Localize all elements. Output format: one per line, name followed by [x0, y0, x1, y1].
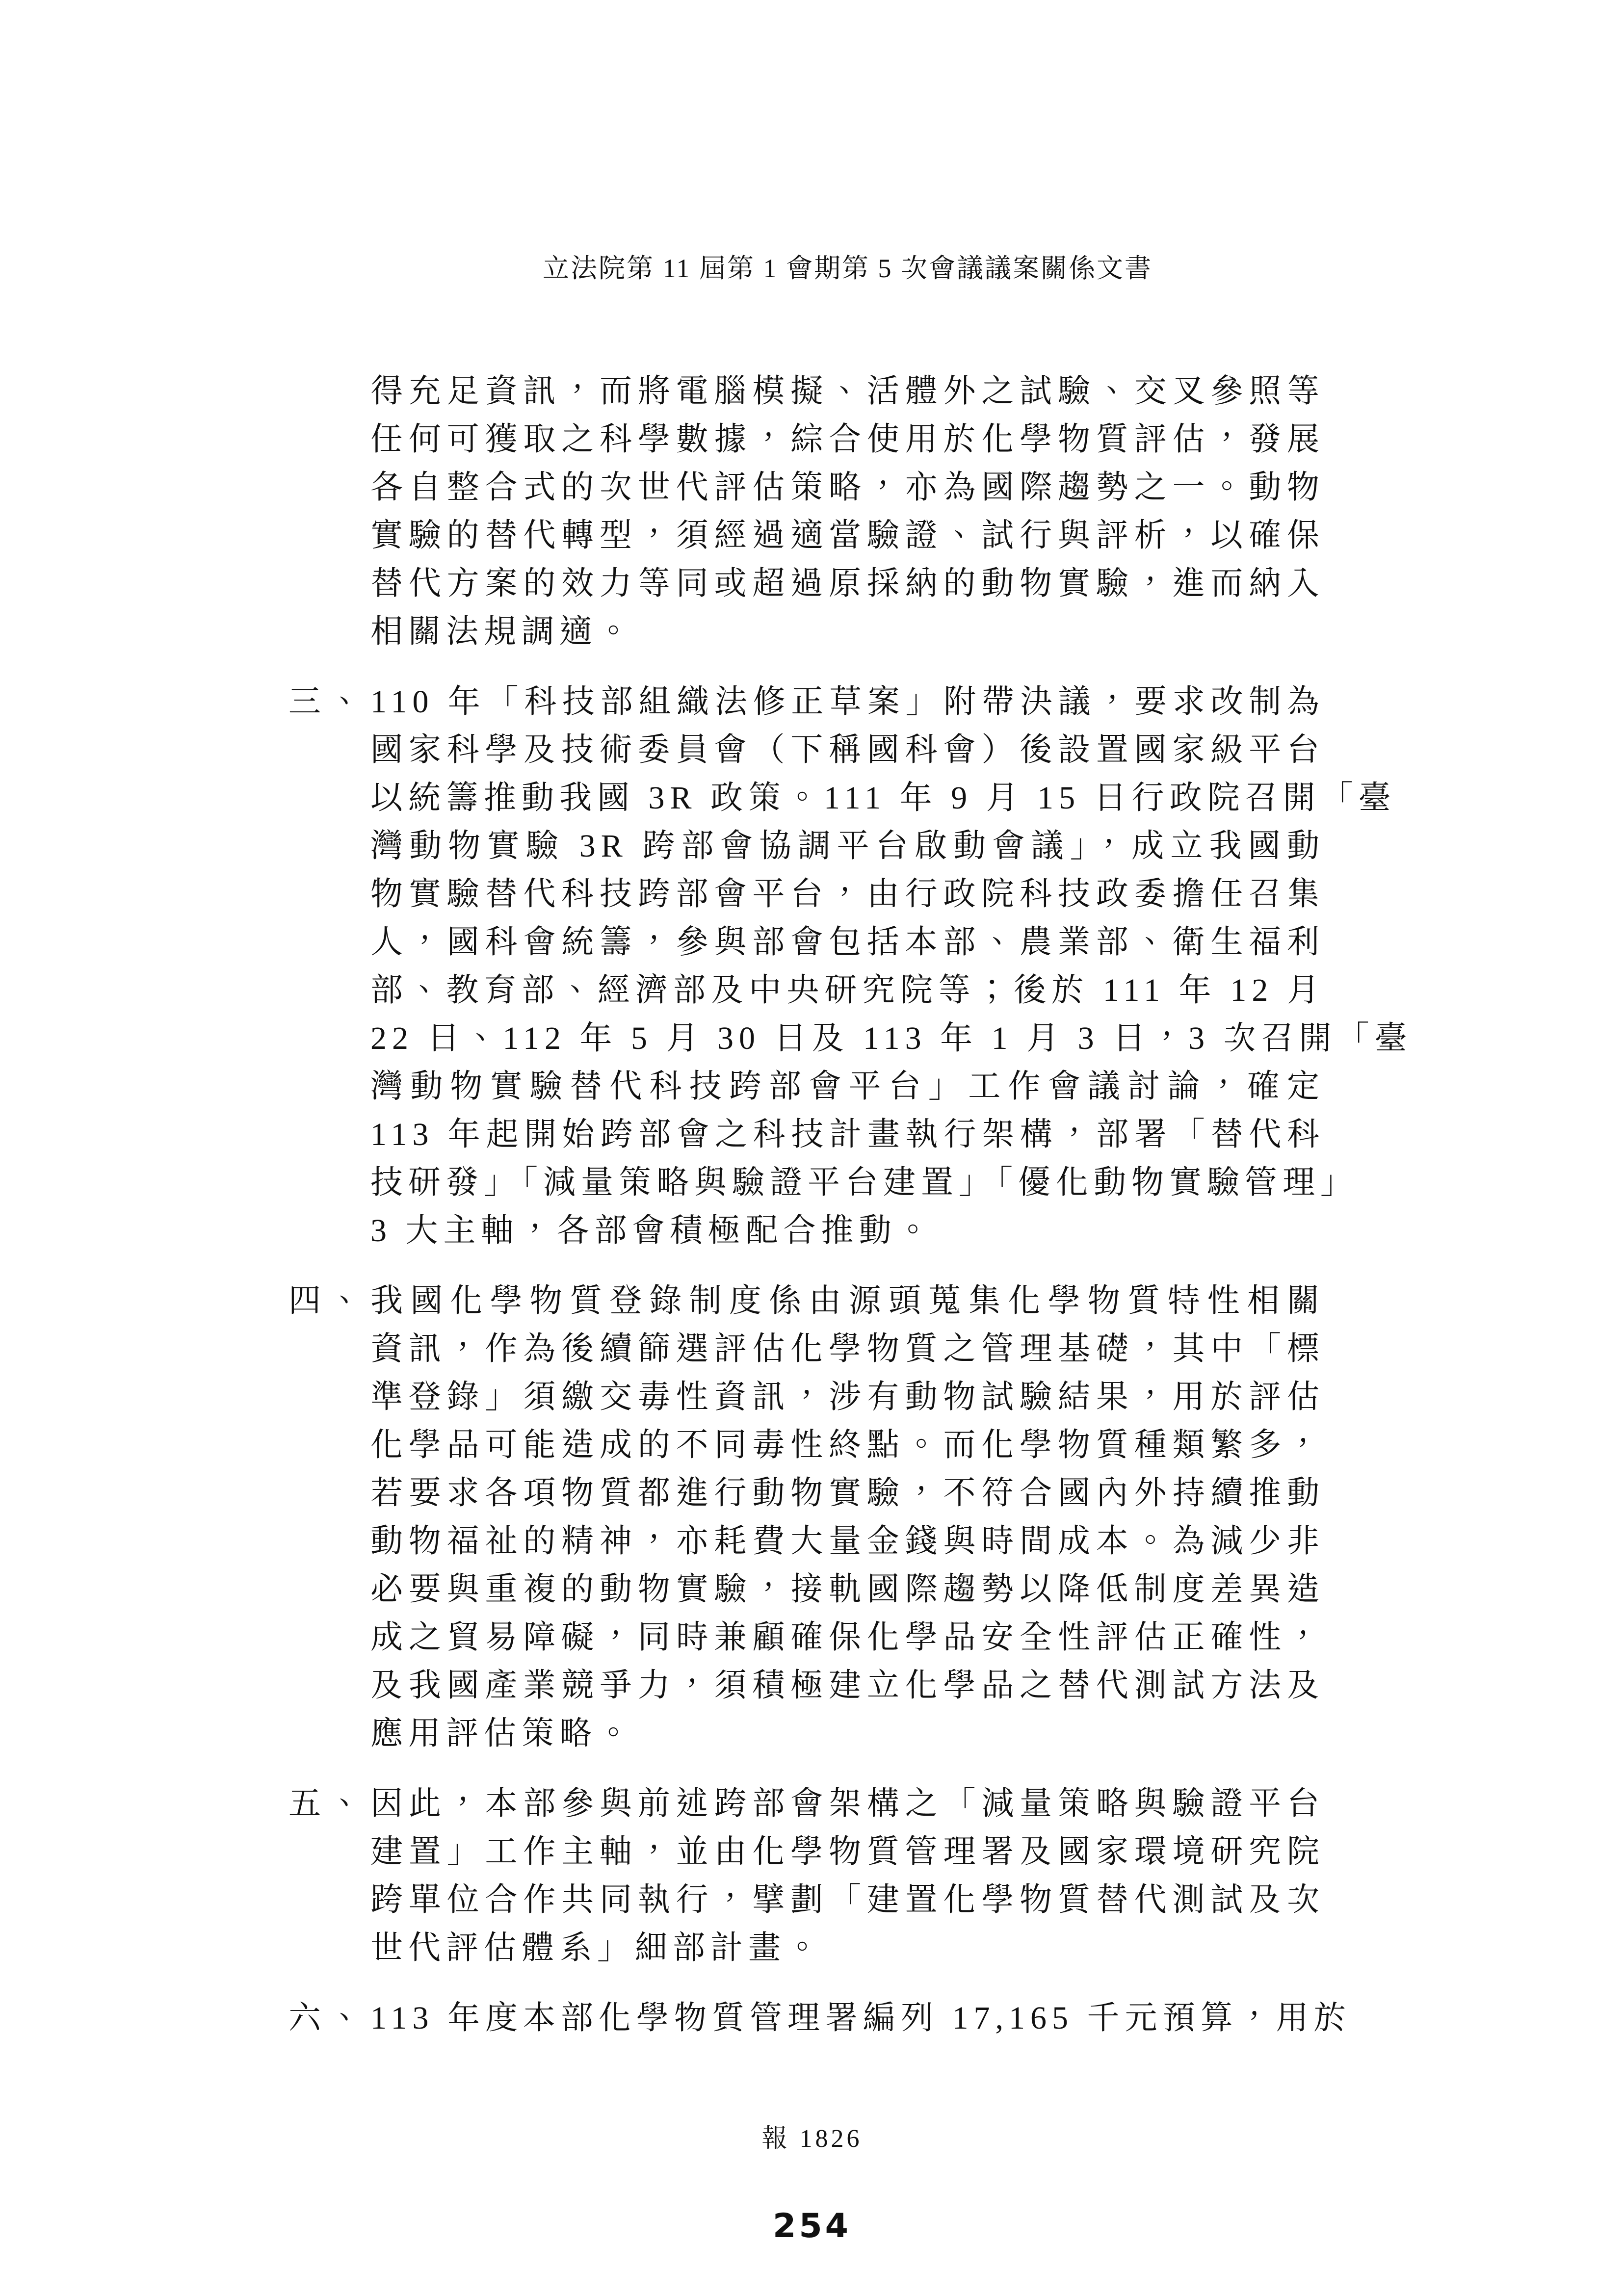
text-line: 人，國科會統籌，參與部會包括本部、農業部、衛生福利	[370, 924, 1325, 960]
text-line: 22 日、112 年 5 月 30 日及 113 年 1 月 3 日，3 次召開「臺	[370, 1020, 1413, 1056]
document-body	[288, 367, 1413, 2064]
text-line: 3 大主軸，各部會積極配合推動。	[370, 1213, 935, 1249]
list-item-label: 四、	[288, 1283, 369, 1319]
text-line: 113 年起開始跨部會之科技計畫執行架構，部署「替代科	[370, 1117, 1325, 1152]
text-line: 應用評估策略。	[370, 1716, 635, 1751]
paragraph	[288, 1277, 1325, 1758]
paragraph-lines	[370, 678, 1413, 1255]
text-line: 成之貿易障礙，同時兼顧確保化學品安全性評估正確性，	[370, 1619, 1325, 1655]
text-line: 資訊，作為後續篩選評估化學物質之管理基礎，其中「標	[370, 1331, 1325, 1367]
paragraph	[288, 1780, 1325, 1972]
text-line: 部、教育部、經濟部及中央研究院等；後於 111 年 12 月	[370, 972, 1325, 1008]
paragraph-lines	[370, 367, 1325, 656]
text-line: 相關法規調適。	[370, 614, 635, 650]
text-line: 得充足資訊，而將電腦模擬、活體外之試驗、交叉參照等	[370, 373, 1325, 409]
paragraph-lines	[370, 1780, 1325, 1972]
text-line: 化學品可能造成的不同毒性終點。而化學物質種類繁多，	[370, 1427, 1325, 1463]
text-line: 國家科學及技術委員會（下稱國科會）後設置國家級平台	[370, 732, 1325, 768]
list-item-label: 三、	[288, 684, 369, 720]
text-line: 準登錄」須繳交毒性資訊，涉有動物試驗結果，用於評估	[370, 1379, 1325, 1415]
text-line: 跨單位合作共同執行，擘劃「建置化學物質替代測試及次	[370, 1882, 1325, 1918]
paragraph-lines	[370, 1994, 1352, 2042]
text-line: 世代評估體系」細部計畫。	[370, 1930, 824, 1966]
text-line: 物實驗替代科技跨部會平台，由行政院科技政委擔任召集	[370, 876, 1325, 912]
text-line: 以統籌推動我國 3R 政策。111 年 9 月 15 日行政院召開「臺	[370, 780, 1396, 816]
paragraph-lines	[370, 1277, 1325, 1758]
text-line: 實驗的替代轉型，須經過適當驗證、試行與評析，以確保	[370, 518, 1325, 553]
report-number: 報 1826	[761, 2125, 863, 2153]
text-line: 建置」工作主軸，並由化學物質管理署及國家環境研究院	[370, 1834, 1325, 1870]
text-line: 動物福祉的精神，亦耗費大量金錢與時間成本。為減少非	[370, 1523, 1325, 1559]
text-line: 灣動物實驗替代科技跨部會平台」工作會議討論，確定	[370, 1069, 1325, 1104]
text-line: 110 年「科技部組織法修正草案」附帶決議，要求改制為	[370, 684, 1325, 720]
text-line: 必要與重複的動物實驗，接軌國際趨勢以降低制度差異造	[370, 1571, 1325, 1607]
text-line: 灣動物實驗 3R 跨部會協調平台啟動會議」，成立我國動	[370, 828, 1325, 864]
text-line: 因此，本部參與前述跨部會架構之「減量策略與驗證平台	[370, 1786, 1325, 1822]
text-line: 及我國產業競爭力，須積極建立化學品之替代測試方法及	[370, 1668, 1325, 1703]
text-line: 技研發」「減量策略與驗證平台建置」「優化動物實驗管理」	[370, 1165, 1358, 1200]
text-line: 我國化學物質登錄制度係由源頭蒐集化學物質特性相關	[370, 1283, 1325, 1319]
paragraph	[288, 1994, 1352, 2042]
list-item-label: 六、	[288, 2000, 369, 2036]
text-line: 替代方案的效力等同或超過原採納的動物實驗，進而納入	[370, 566, 1325, 601]
text-line: 任何可獲取之科學數據，綜合使用於化學物質評估，發展	[370, 421, 1325, 457]
document-header-title: 立法院第 11 屆第 1 會期第 5 次會議議案關係文書	[543, 254, 1153, 283]
text-line: 113 年度本部化學物質管理署編列 17,165 千元預算，用於	[370, 2000, 1352, 2036]
paragraph	[288, 367, 1325, 656]
text-line: 各自整合式的次世代評估策略，亦為國際趨勢之一。動物	[370, 470, 1325, 505]
page-number: 254	[773, 2207, 851, 2245]
paragraph	[288, 678, 1413, 1255]
text-line: 若要求各項物質都進行動物實驗，不符合國內外持續推動	[370, 1475, 1325, 1511]
list-item-label: 五、	[288, 1786, 369, 1822]
